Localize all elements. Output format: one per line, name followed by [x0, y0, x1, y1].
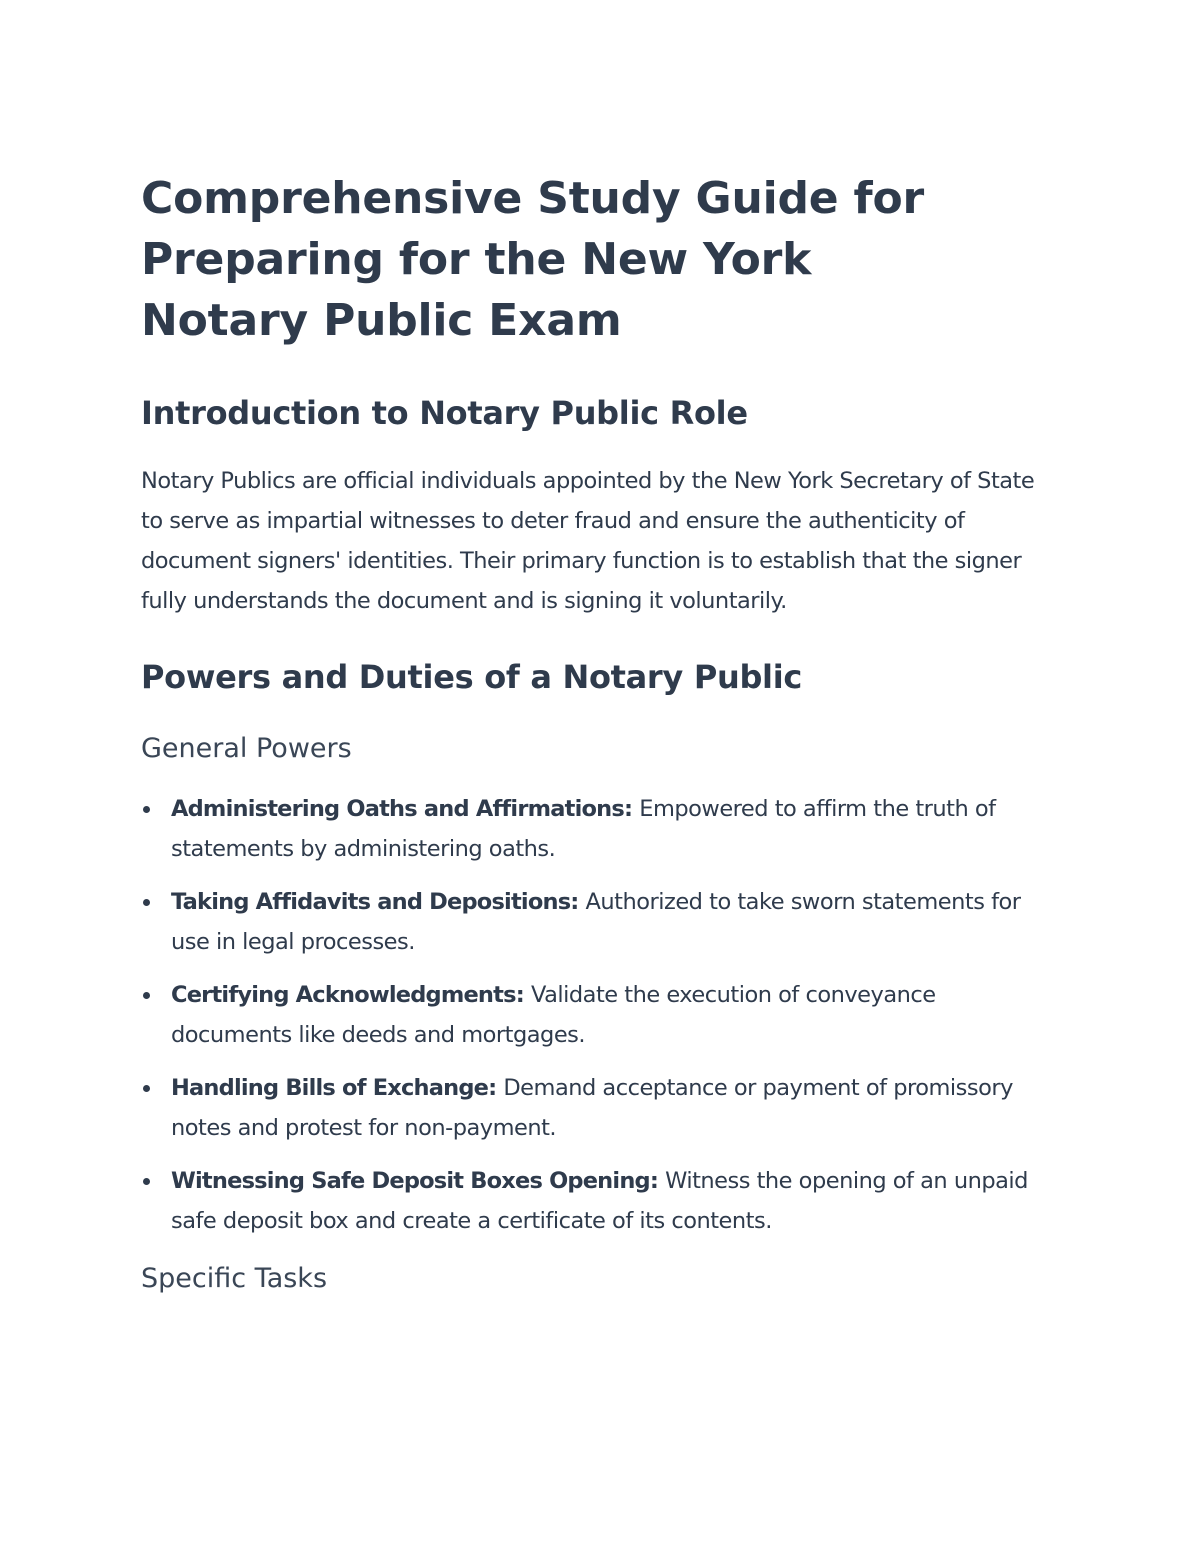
list-item-description: Validate the execution of conveyance documents like deeds and mortgages.	[171, 982, 936, 1048]
list-item-description: Authorized to take sworn statements for use in legal processes.	[171, 889, 1021, 955]
bullet-icon	[143, 899, 150, 906]
list-item	[141, 1068, 1060, 1148]
list-item-term: Witnessing Safe Deposit Boxes Opening:	[171, 1168, 666, 1194]
list-item	[141, 975, 1060, 1055]
bullet-icon	[143, 806, 150, 813]
general-powers-list	[141, 789, 1060, 1241]
section-heading-introduction: Introduction to Notary Public Role	[141, 394, 748, 432]
list-item	[141, 1161, 1060, 1241]
list-item-description: Empowered to affirm the truth of statements by administering oaths.	[171, 796, 996, 862]
section-heading-powers-and-duties: Powers and Duties of a Notary Public	[141, 658, 803, 696]
subsection-heading-general-powers: General Powers	[141, 733, 352, 764]
bullet-icon	[143, 992, 150, 999]
list-item-description: Demand acceptance or payment of promissory notes and protest for non-payment.	[171, 1075, 1013, 1141]
list-item	[141, 789, 1060, 869]
list-item	[141, 882, 1060, 962]
list-item-term: Handling Bills of Exchange:	[171, 1075, 504, 1101]
bullet-icon	[143, 1178, 150, 1185]
list-item-term: Certifying Acknowledgments:	[171, 982, 531, 1008]
list-item-term: Taking Affidavits and Depositions:	[171, 889, 586, 915]
document-title: Comprehensive Study Guide for Preparing for the New York Notary Public Exam	[141, 173, 924, 346]
bullet-icon	[143, 1085, 150, 1092]
subsection-heading-specific-tasks: Specific Tasks	[141, 1263, 328, 1294]
list-item-description: Witness the opening of an unpaid safe deposit box and create a certificate of its contents.	[171, 1168, 1028, 1234]
list-item-term: Administering Oaths and Affirmations:	[171, 796, 640, 822]
introduction-paragraph: Notary Publics are official individuals appointed by the New York Secretary of State to serve as impartial witnesses to deter fraud and ensure the authenticity of document signers' identities. Their primary function is to establish that the signer fully understands the document and is signing it voluntarily.	[141, 468, 1035, 614]
